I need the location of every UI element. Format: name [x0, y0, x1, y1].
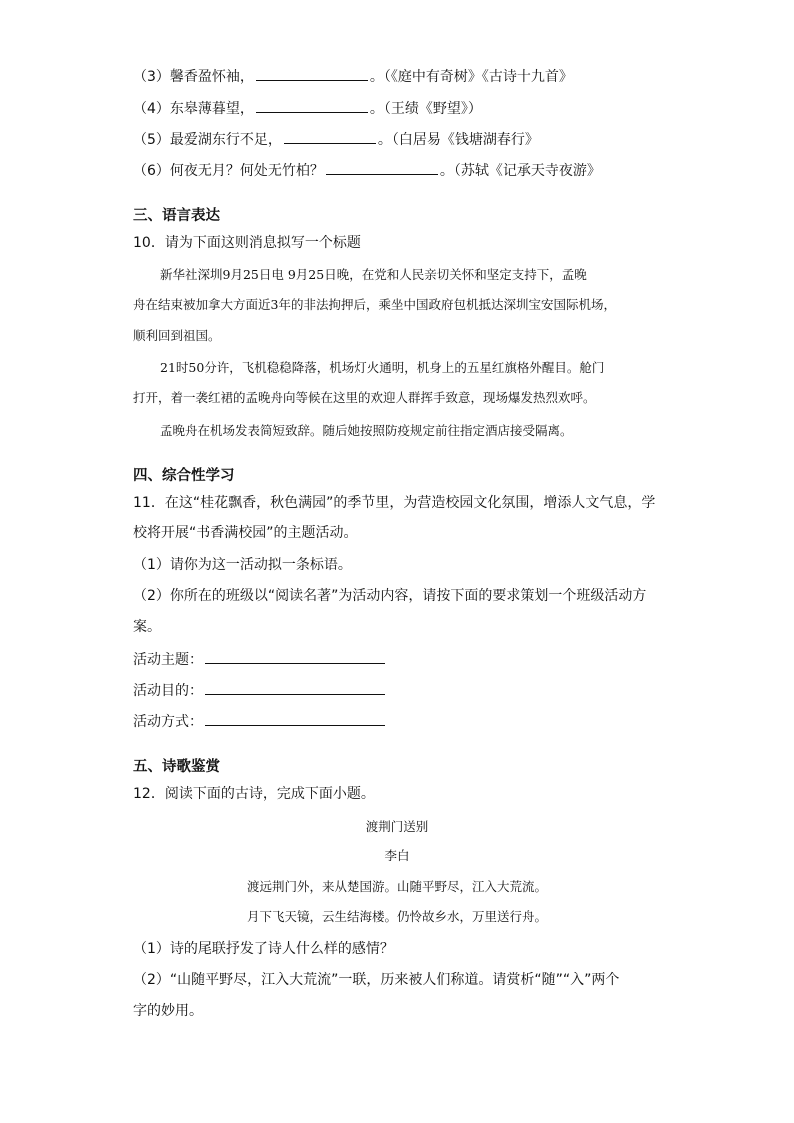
poem-line: 渡远荆门外，来从楚国游。山随平野尽，江入大荒流。: [246, 879, 547, 894]
poem-line: 月下飞天镜，云生结海楼。仍怜故乡水，万里送行舟。: [246, 909, 547, 924]
item-number: （4）: [133, 101, 170, 117]
item-prompt: 最爱湖东行不足，: [169, 132, 282, 148]
question-12-sub1: （1）诗的尾联抒发了诗人什么样的感情？: [133, 941, 394, 957]
item-source: 。（苏轼《记承天寺夜游》: [439, 163, 601, 179]
question-11-line2: 校将开展“书香满校园”的主题活动。: [133, 525, 358, 541]
question-12: 12．阅读下面的古诗，完成下面小题。: [133, 786, 375, 802]
news-line: 打开，着一袭红裙的孟晚舟向等候在这里的欢迎人群挥手致意，现场爆发热烈欢呼。: [133, 390, 596, 405]
section-heading-5: 五、诗歌鉴赏: [133, 759, 220, 775]
field-label: 活动目的：: [133, 683, 203, 699]
question-12-sub2-line1: （2）“山随平野尽，江入大荒流”一联，历来被人们称道。请赏析“随”“入”两个: [133, 972, 620, 988]
field-label: 活动方式：: [133, 714, 203, 730]
section-heading-3: 三、语言表达: [133, 208, 220, 224]
activity-method-field: [133, 711, 387, 732]
answer-blank[interactable]: [256, 98, 368, 113]
news-line: 顺利回到祖国。: [133, 328, 221, 343]
item-source: 。（《庭中有奇树》《古诗十九首》: [369, 69, 573, 85]
poetry-item-3: [133, 66, 573, 87]
item-number: （6）: [133, 163, 170, 179]
question-11-sub2-line2: 案。: [133, 619, 161, 635]
item-prompt: 何夜无月？何处无竹柏？: [169, 163, 324, 179]
news-line: 新华社深圳9月25日电 9月25日晚，在党和人民亲切关怀和坚定支持下，孟晚: [160, 267, 587, 282]
activity-method-blank[interactable]: [205, 711, 385, 726]
item-prompt: 东皋薄暮望，: [169, 101, 254, 117]
answer-blank[interactable]: [256, 66, 368, 81]
poetry-item-6: [133, 160, 601, 181]
item-source: 。（王绩《野望》）: [369, 101, 482, 117]
poem-title: 渡荆门送别: [365, 819, 429, 834]
section-heading-4: 四、综合性学习: [133, 468, 235, 484]
answer-blank[interactable]: [284, 129, 376, 144]
answer-blank[interactable]: [326, 160, 438, 175]
activity-theme-blank[interactable]: [205, 649, 385, 664]
poetry-item-4: [133, 98, 482, 119]
question-10: 10．请为下面这则消息拟写一个标题: [133, 235, 361, 251]
item-number: （3）: [133, 69, 170, 85]
item-number: （5）: [133, 132, 170, 148]
question-11-sub2-line1: （2）你所在的班级以“阅读名著”为活动内容，请按下面的要求策划一个班级活动方: [133, 588, 647, 604]
field-label: 活动主题：: [133, 652, 203, 668]
question-11-line1: 11．在这“桂花飘香，秋色满园”的季节里，为营造校园文化氛围，增添人文气息，学: [133, 495, 656, 511]
news-line: 孟晚舟在机场发表简短致辞。随后她按照防疫规定前往指定酒店接受隔离。: [160, 423, 573, 438]
question-11-sub1: （1）请你为这一活动拟一条标语。: [133, 557, 352, 573]
news-line: 21时50分许，飞机稳稳降落，机场灯火通明，机身上的五星红旗格外醒目。舱门: [160, 360, 605, 375]
poetry-item-5: [133, 129, 539, 150]
activity-theme-field: [133, 649, 387, 670]
news-line: 舟在结束被加拿大方面近3年的非法拘押后，乘坐中国政府包机抵达深圳宝安国际机场，: [133, 297, 616, 312]
item-source: 。（白居易《钱塘湖春行》: [377, 132, 539, 148]
activity-purpose-field: [133, 680, 387, 701]
item-prompt: 馨香盈怀袖，: [169, 69, 254, 85]
activity-purpose-blank[interactable]: [205, 680, 385, 695]
poem-author: 李白: [384, 848, 410, 863]
question-12-sub2-line2: 字的妙用。: [133, 1003, 203, 1019]
